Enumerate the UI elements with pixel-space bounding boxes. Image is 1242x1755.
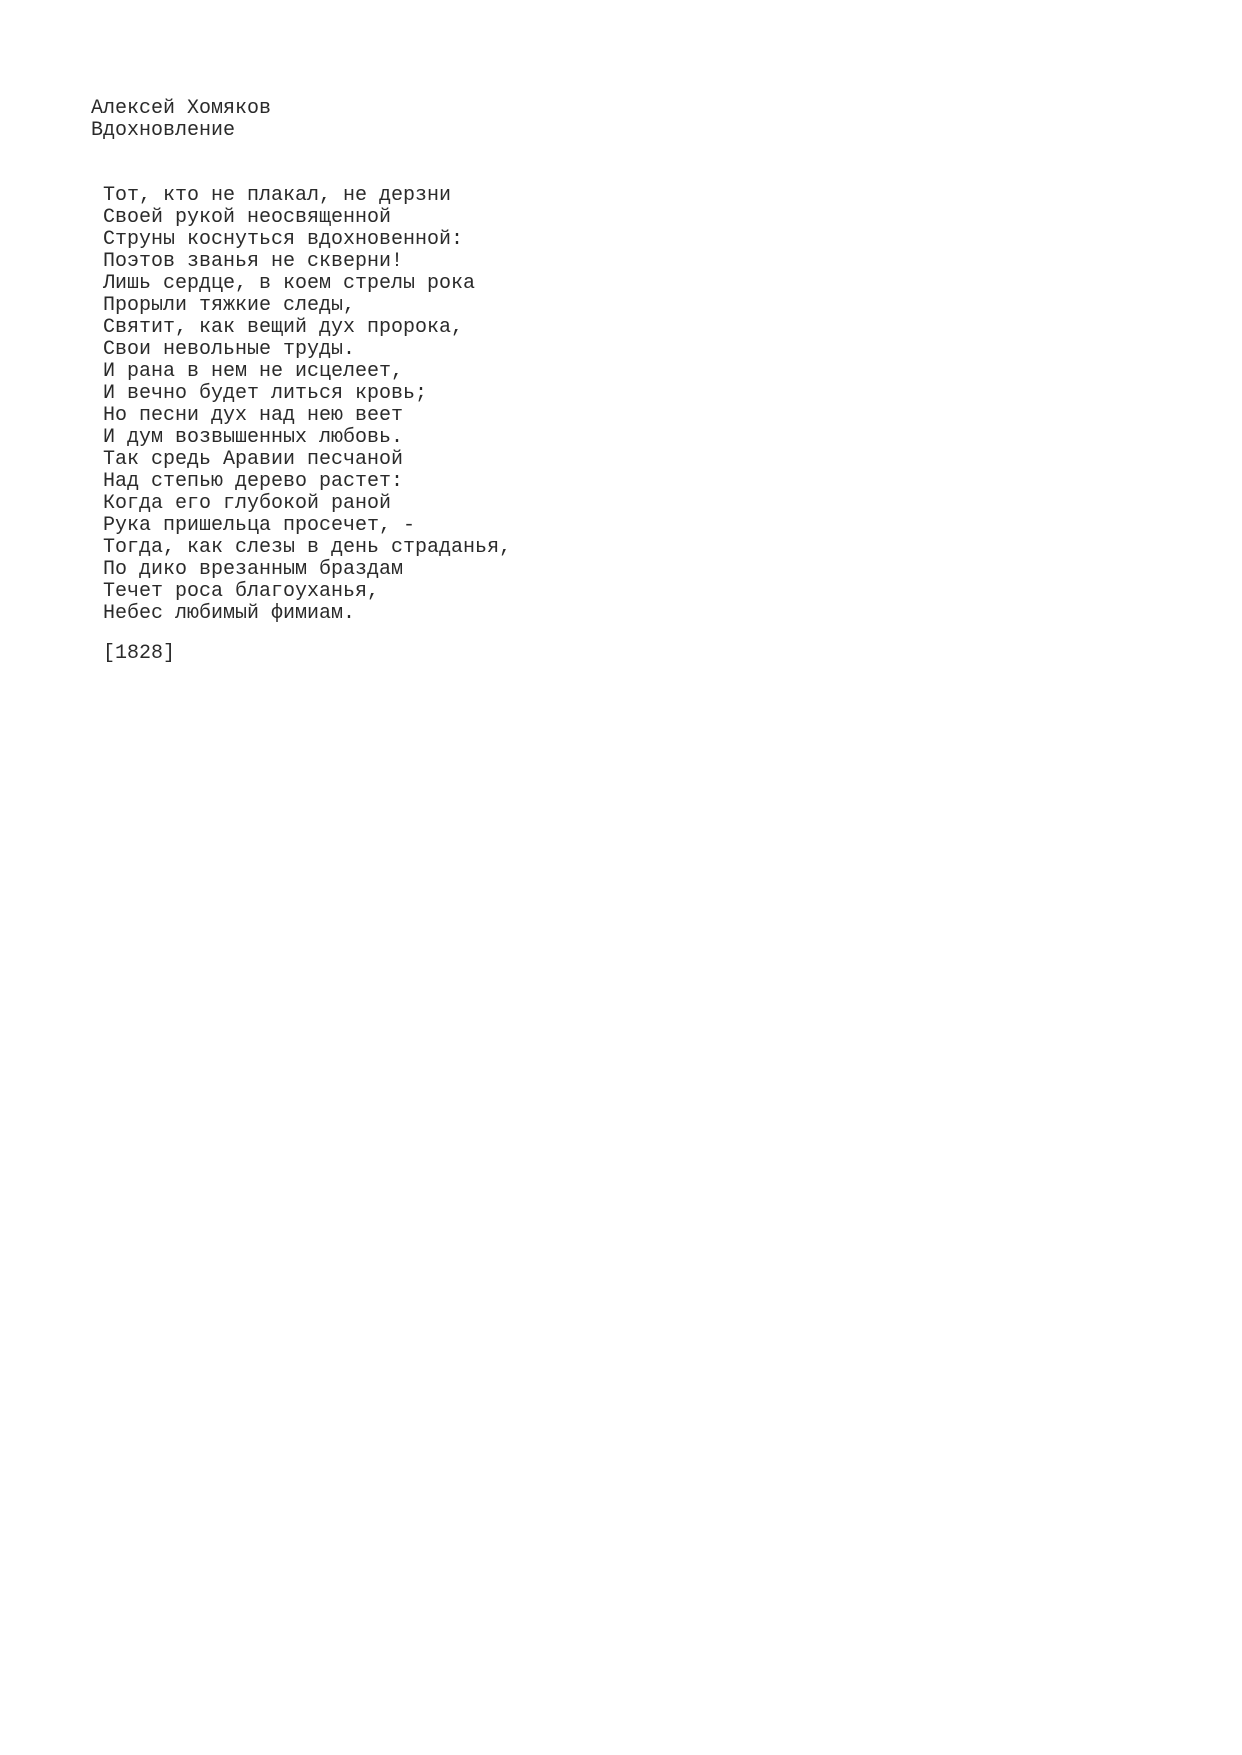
poem-body [103,185,511,625]
poem-line: Прорыли тяжкие следы, [103,294,356,317]
poem-line: Небес любимый фимиам. [103,602,356,625]
poem-line: Течет роса благоуханья, [103,580,380,603]
poem-line: Так средь Аравии песчаной [103,448,404,471]
poem-line: Свои невольные труды. [103,338,356,361]
document-header [91,98,271,142]
poem-date: [1828] [103,642,176,665]
poem-line: Лишь сердце, в коем стрелы рока [103,272,476,295]
poem-line: Поэтов званья не скверни! [103,250,404,273]
author-name: Алексей Хомяков [91,97,272,120]
poem-line: И рана в нем не исцелеет, [103,360,404,383]
poem-line: Рука пришельца просечет, - [103,514,416,537]
poem-line: Своей рукой неосвященной [103,206,392,229]
poem-line: Над степью дерево растет: [103,470,404,493]
poem-line: Когда его глубокой раной [103,492,392,515]
poem-line: Струны коснуться вдохновенной: [103,228,464,251]
poem-line: Тогда, как слезы в день страданья, [103,536,512,559]
poem-line: Тот, кто не плакал, не дерзни [103,184,452,207]
poem-line: И дум возвышенных любовь. [103,426,404,449]
poem-line: Святит, как вещий дух пророка, [103,316,464,339]
poem-line: По дико врезанным браздам [103,558,404,581]
poem-line: И вечно будет литься кровь; [103,382,428,405]
poem-line: Но песни дух над нею веет [103,404,404,427]
poem-title: Вдохновление [91,119,236,142]
